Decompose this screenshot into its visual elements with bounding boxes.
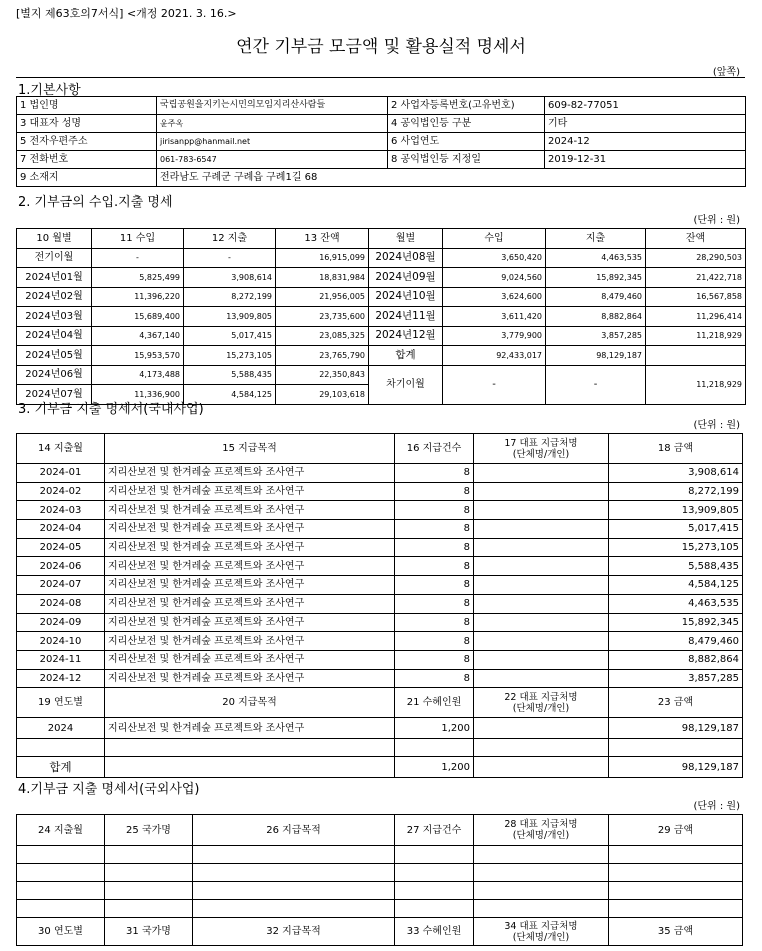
header-row bbox=[17, 918, 743, 946]
amount-cell: 4,173,488 bbox=[92, 365, 184, 385]
header-row bbox=[17, 688, 743, 718]
recipient-cell bbox=[474, 538, 609, 557]
recipient-cell bbox=[474, 557, 609, 576]
amount-cell: 21,422,718 bbox=[646, 268, 746, 288]
amount-cell: 11,336,900 bbox=[92, 385, 184, 405]
header-line: (단체명/개인) bbox=[512, 931, 570, 943]
count-cell: 8 bbox=[395, 501, 474, 520]
purpose-cell: 지리산보전 및 한겨레숲 프로젝트와 조사연구 bbox=[105, 464, 395, 483]
column-header: 30 연도별 bbox=[17, 918, 105, 946]
amount-cell: 4,367,140 bbox=[92, 326, 184, 346]
count-cell: 8 bbox=[395, 650, 474, 669]
purpose-cell: 지리산보전 및 한겨레숲 프로젝트와 조사연구 bbox=[105, 594, 395, 613]
amount-cell: 13,909,805 bbox=[184, 307, 276, 327]
recipient-cell bbox=[474, 482, 609, 501]
recipient-cell bbox=[474, 757, 609, 778]
column-header: 15 지급목적 bbox=[105, 434, 395, 464]
form-number: [별지 제63호의7서식] <개정 2021. 3. 16.> bbox=[16, 7, 237, 20]
month-cell: 2024-02 bbox=[17, 482, 105, 501]
amount-cell: 29,103,618 bbox=[276, 385, 369, 405]
table-row bbox=[17, 538, 743, 557]
recipient-cell bbox=[474, 632, 609, 651]
amount-cell: 11,396,220 bbox=[92, 287, 184, 307]
empty-cell bbox=[193, 864, 395, 882]
amount-cell: 98,129,187 bbox=[609, 757, 743, 778]
table-row bbox=[17, 739, 743, 757]
amount-cell bbox=[646, 346, 746, 366]
table-row bbox=[17, 115, 746, 133]
amount-cell: 4,463,535 bbox=[546, 248, 646, 268]
column-header: 21 수혜인원 bbox=[395, 688, 474, 718]
field-value: 국립공원을지키는시민의모임지리산사람들 bbox=[157, 97, 388, 115]
amount-cell: 9,024,560 bbox=[443, 268, 546, 288]
field-value: 윤주옥 bbox=[157, 115, 388, 133]
amount-cell: 15,273,105 bbox=[184, 346, 276, 366]
purpose-cell: 지리산보전 및 한겨레숲 프로젝트와 조사연구 bbox=[105, 538, 395, 557]
month-cell: 2024-04 bbox=[17, 520, 105, 539]
column-header: 18 금액 bbox=[609, 434, 743, 464]
purpose-cell: 지리산보전 및 한겨레숲 프로젝트와 조사연구 bbox=[105, 576, 395, 595]
empty-cell bbox=[474, 864, 609, 882]
table-row bbox=[17, 846, 743, 864]
empty-cell bbox=[395, 900, 474, 918]
page-title: 연간 기부금 모금액 및 활용실적 명세서 bbox=[236, 37, 526, 57]
count-cell: 1,200 bbox=[395, 757, 474, 778]
table-row bbox=[17, 482, 743, 501]
column-header bbox=[474, 815, 609, 846]
table-row bbox=[17, 613, 743, 632]
month-cell: 합계 bbox=[369, 346, 443, 366]
table-row bbox=[17, 287, 746, 307]
month-cell: 2024년08월 bbox=[369, 248, 443, 268]
empty-cell bbox=[17, 864, 105, 882]
section-divider bbox=[16, 77, 745, 78]
month-cell: 2024년04월 bbox=[17, 326, 92, 346]
header-row bbox=[17, 434, 743, 464]
field-label: 2 사업자등록번호(고유번호) bbox=[388, 97, 545, 115]
field-value: 061-783-6547 bbox=[157, 151, 388, 169]
overseas-expense-table bbox=[16, 814, 743, 946]
carry-over-label: 차기이월 bbox=[369, 365, 443, 404]
amount-cell: - bbox=[184, 248, 276, 268]
header-line: 22 대표 지급처명 bbox=[504, 691, 578, 703]
month-cell: 2024년05월 bbox=[17, 346, 92, 366]
purpose-cell: 지리산보전 및 한겨레숲 프로젝트와 조사연구 bbox=[105, 669, 395, 688]
unit-note-2: (단위 : 원) bbox=[693, 215, 740, 226]
amount-cell: 8,272,199 bbox=[609, 482, 743, 501]
table-row bbox=[17, 594, 743, 613]
column-header: 16 지급건수 bbox=[395, 434, 474, 464]
header-row bbox=[17, 229, 746, 249]
table-row bbox=[17, 365, 746, 385]
amount-cell: 8,479,460 bbox=[609, 632, 743, 651]
month-cell: 전기이월 bbox=[17, 248, 92, 268]
count-cell: 8 bbox=[395, 576, 474, 595]
month-cell: 2024년06월 bbox=[17, 365, 92, 385]
amount-cell: 3,857,285 bbox=[609, 669, 743, 688]
field-value: 기타 bbox=[545, 115, 746, 133]
count-cell: 1,200 bbox=[395, 718, 474, 739]
field-label: 1 법인명 bbox=[17, 97, 157, 115]
purpose-cell: 지리산보전 및 한겨레숲 프로젝트와 조사연구 bbox=[105, 650, 395, 669]
amount-cell: 8,882,864 bbox=[546, 307, 646, 327]
table-row bbox=[17, 576, 743, 595]
amount-cell: 92,433,017 bbox=[443, 346, 546, 366]
empty-cell bbox=[193, 882, 395, 900]
month-cell: 2024년01월 bbox=[17, 268, 92, 288]
recipient-cell bbox=[474, 718, 609, 739]
column-header: 10 월별 bbox=[17, 229, 92, 249]
column-header: 35 금액 bbox=[609, 918, 743, 946]
month-cell: 2024-10 bbox=[17, 632, 105, 651]
amount-cell: 3,857,285 bbox=[546, 326, 646, 346]
purpose-cell: 지리산보전 및 한겨레숲 프로젝트와 조사연구 bbox=[105, 613, 395, 632]
table-row bbox=[17, 307, 746, 327]
amount-cell: 22,350,843 bbox=[276, 365, 369, 385]
table-row bbox=[17, 501, 743, 520]
amount-cell: - bbox=[92, 248, 184, 268]
count-cell: 8 bbox=[395, 538, 474, 557]
month-cell: 2024년12월 bbox=[369, 326, 443, 346]
empty-cell bbox=[105, 739, 395, 757]
header-line: (단체명/개인) bbox=[512, 448, 570, 460]
table-row bbox=[17, 346, 746, 366]
header-row bbox=[17, 815, 743, 846]
amount-cell: 4,584,125 bbox=[609, 576, 743, 595]
amount-cell: 15,689,400 bbox=[92, 307, 184, 327]
amount-cell: 3,908,614 bbox=[184, 268, 276, 288]
amount-cell: 11,218,929 bbox=[646, 326, 746, 346]
month-cell: 2024년07월 bbox=[17, 385, 92, 405]
purpose-cell: 지리산보전 및 한겨레숲 프로젝트와 조사연구 bbox=[105, 632, 395, 651]
count-cell: 8 bbox=[395, 613, 474, 632]
column-header: 지출 bbox=[546, 229, 646, 249]
amount-cell: 4,463,535 bbox=[609, 594, 743, 613]
amount-cell: 5,588,435 bbox=[609, 557, 743, 576]
amount-cell: 15,892,345 bbox=[546, 268, 646, 288]
table-row bbox=[17, 464, 743, 483]
month-cell: 2024년03월 bbox=[17, 307, 92, 327]
empty-cell bbox=[193, 900, 395, 918]
page-side-note: (앞쪽) bbox=[712, 67, 740, 78]
amount-cell: 23,765,790 bbox=[276, 346, 369, 366]
month-cell: 2024년11월 bbox=[369, 307, 443, 327]
count-cell: 8 bbox=[395, 557, 474, 576]
section2-title: 2. 기부금의 수입.지출 명세 bbox=[18, 195, 173, 210]
month-cell: 2024-06 bbox=[17, 557, 105, 576]
empty-cell bbox=[105, 846, 193, 864]
empty-cell bbox=[609, 846, 743, 864]
amount-cell: 3,624,600 bbox=[443, 287, 546, 307]
table-row bbox=[17, 248, 746, 268]
purpose-cell: 지리산보전 및 한겨레숲 프로젝트와 조사연구 bbox=[105, 520, 395, 539]
amount-cell: - bbox=[546, 365, 646, 404]
column-header: 수입 bbox=[443, 229, 546, 249]
amount-cell: 98,129,187 bbox=[546, 346, 646, 366]
field-value: 609-82-77051 bbox=[545, 97, 746, 115]
amount-cell: 28,290,503 bbox=[646, 248, 746, 268]
month-cell: 2024년09월 bbox=[369, 268, 443, 288]
recipient-cell bbox=[474, 613, 609, 632]
year-cell: 2024 bbox=[17, 718, 105, 739]
column-header: 25 국가명 bbox=[105, 815, 193, 846]
unit-note-3: (단위 : 원) bbox=[693, 420, 740, 431]
month-cell: 2024-03 bbox=[17, 501, 105, 520]
month-cell: 2024-01 bbox=[17, 464, 105, 483]
empty-cell bbox=[105, 882, 193, 900]
table-row bbox=[17, 864, 743, 882]
amount-cell: 3,908,614 bbox=[609, 464, 743, 483]
month-cell: 2024-07 bbox=[17, 576, 105, 595]
amount-cell: 23,085,325 bbox=[276, 326, 369, 346]
total-row bbox=[17, 757, 743, 778]
empty-cell bbox=[474, 882, 609, 900]
total-label: 합계 bbox=[17, 757, 105, 778]
amount-cell: 8,882,864 bbox=[609, 650, 743, 669]
table-row bbox=[17, 97, 746, 115]
section1-title: 1.기본사항 bbox=[18, 83, 81, 98]
amount-cell: 11,218,929 bbox=[646, 365, 746, 404]
empty-cell bbox=[395, 882, 474, 900]
column-header: 월별 bbox=[369, 229, 443, 249]
recipient-cell bbox=[474, 576, 609, 595]
basic-info-table bbox=[16, 96, 746, 187]
column-header: 20 지급목적 bbox=[105, 688, 395, 718]
table-row bbox=[17, 268, 746, 288]
recipient-cell bbox=[474, 650, 609, 669]
column-header: 23 금액 bbox=[609, 688, 743, 718]
table-row bbox=[17, 151, 746, 169]
income-expense-table bbox=[16, 228, 746, 405]
empty-cell bbox=[17, 882, 105, 900]
empty-cell bbox=[474, 900, 609, 918]
section4-title: 4.기부금 지출 명세서(국외사업) bbox=[18, 782, 200, 797]
table-row bbox=[17, 882, 743, 900]
amount-cell: 8,272,199 bbox=[184, 287, 276, 307]
amount-cell: 11,296,414 bbox=[646, 307, 746, 327]
table-row bbox=[17, 632, 743, 651]
amount-cell: 13,909,805 bbox=[609, 501, 743, 520]
header-line: (단체명/개인) bbox=[512, 702, 570, 714]
field-label: 4 공익법인등 구분 bbox=[388, 115, 545, 133]
recipient-cell bbox=[474, 501, 609, 520]
column-header bbox=[474, 688, 609, 718]
amount-cell: 3,779,900 bbox=[443, 326, 546, 346]
table-row bbox=[17, 520, 743, 539]
column-header: 19 연도별 bbox=[17, 688, 105, 718]
field-value: jirisanpp@hanmail.net bbox=[157, 133, 388, 151]
header-line: 34 대표 지급처명 bbox=[504, 920, 578, 932]
month-cell: 2024-08 bbox=[17, 594, 105, 613]
amount-cell: 3,650,420 bbox=[443, 248, 546, 268]
month-cell: 2024-09 bbox=[17, 613, 105, 632]
empty-cell bbox=[395, 739, 474, 757]
amount-cell: 8,479,460 bbox=[546, 287, 646, 307]
empty-cell bbox=[395, 864, 474, 882]
amount-cell: 16,567,858 bbox=[646, 287, 746, 307]
header-line: (단체명/개인) bbox=[512, 830, 570, 841]
column-header: 32 지급목적 bbox=[193, 918, 395, 946]
empty-cell bbox=[474, 846, 609, 864]
amount-cell: 23,735,600 bbox=[276, 307, 369, 327]
column-header: 11 수입 bbox=[92, 229, 184, 249]
month-cell: 2024-05 bbox=[17, 538, 105, 557]
table-row bbox=[17, 669, 743, 688]
purpose-cell: 지리산보전 및 한겨레숲 프로젝트와 조사연구 bbox=[105, 482, 395, 501]
column-header bbox=[474, 434, 609, 464]
address-label: 9 소재지 bbox=[17, 169, 157, 187]
column-header bbox=[474, 918, 609, 946]
empty-cell bbox=[609, 739, 743, 757]
count-cell: 8 bbox=[395, 669, 474, 688]
field-label: 7 전화번호 bbox=[17, 151, 157, 169]
recipient-cell bbox=[474, 464, 609, 483]
amount-cell: 4,584,125 bbox=[184, 385, 276, 405]
empty-cell bbox=[105, 864, 193, 882]
column-header: 잔액 bbox=[646, 229, 746, 249]
recipient-cell bbox=[474, 594, 609, 613]
amount-cell: 15,892,345 bbox=[609, 613, 743, 632]
empty-cell bbox=[17, 900, 105, 918]
field-label: 6 사업연도 bbox=[388, 133, 545, 151]
month-cell: 2024년02월 bbox=[17, 287, 92, 307]
recipient-cell bbox=[474, 669, 609, 688]
column-header: 26 지급목적 bbox=[193, 815, 395, 846]
count-cell: 8 bbox=[395, 482, 474, 501]
unit-note-4: (단위 : 원) bbox=[693, 801, 740, 812]
table-row bbox=[17, 133, 746, 151]
header-line: 17 대표 지급처명 bbox=[504, 437, 578, 449]
column-header: 31 국가명 bbox=[105, 918, 193, 946]
table-row bbox=[17, 326, 746, 346]
amount-cell: 5,017,415 bbox=[184, 326, 276, 346]
amount-cell: 3,611,420 bbox=[443, 307, 546, 327]
purpose-cell: 지리산보전 및 한겨레숲 프로젝트와 조사연구 bbox=[105, 718, 395, 739]
amount-cell: 15,953,570 bbox=[92, 346, 184, 366]
amount-cell: 98,129,187 bbox=[609, 718, 743, 739]
count-cell: 8 bbox=[395, 520, 474, 539]
empty-cell bbox=[17, 846, 105, 864]
field-label: 8 공익법인등 지정일 bbox=[388, 151, 545, 169]
purpose-cell: 지리산보전 및 한겨레숲 프로젝트와 조사연구 bbox=[105, 557, 395, 576]
count-cell: 8 bbox=[395, 632, 474, 651]
domestic-expense-table bbox=[16, 433, 743, 778]
recipient-cell bbox=[474, 520, 609, 539]
count-cell: 8 bbox=[395, 594, 474, 613]
table-row bbox=[17, 650, 743, 669]
empty-cell bbox=[193, 846, 395, 864]
field-label: 5 전자우편주소 bbox=[17, 133, 157, 151]
purpose-cell: 지리산보전 및 한겨레숲 프로젝트와 조사연구 bbox=[105, 501, 395, 520]
amount-cell: 15,273,105 bbox=[609, 538, 743, 557]
amount-cell: - bbox=[443, 365, 546, 404]
empty-cell bbox=[395, 846, 474, 864]
empty-cell bbox=[17, 739, 105, 757]
amount-cell: 18,831,984 bbox=[276, 268, 369, 288]
table-row bbox=[17, 169, 746, 187]
column-header: 33 수혜인원 bbox=[395, 918, 474, 946]
month-cell: 2024년10월 bbox=[369, 287, 443, 307]
field-label: 3 대표자 성명 bbox=[17, 115, 157, 133]
count-cell: 8 bbox=[395, 464, 474, 483]
empty-cell bbox=[105, 900, 193, 918]
empty-cell bbox=[609, 900, 743, 918]
column-header: 14 지출월 bbox=[17, 434, 105, 464]
empty-cell bbox=[474, 739, 609, 757]
field-value: 2024-12 bbox=[545, 133, 746, 151]
month-cell: 2024-11 bbox=[17, 650, 105, 669]
section3-title: 3. 기부금 지출 명세서(국내사업) bbox=[18, 402, 204, 417]
header-line: 28 대표 지급처명 bbox=[504, 819, 578, 830]
column-header: 29 금액 bbox=[609, 815, 743, 846]
purpose-cell bbox=[105, 757, 395, 778]
amount-cell: 5,825,499 bbox=[92, 268, 184, 288]
column-header: 27 지급건수 bbox=[395, 815, 474, 846]
month-cell: 2024-12 bbox=[17, 669, 105, 688]
column-header: 13 잔액 bbox=[276, 229, 369, 249]
empty-cell bbox=[609, 864, 743, 882]
amount-cell: 5,588,435 bbox=[184, 365, 276, 385]
table-row bbox=[17, 900, 743, 918]
amount-cell: 16,915,099 bbox=[276, 248, 369, 268]
empty-cell bbox=[609, 882, 743, 900]
amount-cell: 21,956,005 bbox=[276, 287, 369, 307]
column-header: 12 지출 bbox=[184, 229, 276, 249]
field-value: 2019-12-31 bbox=[545, 151, 746, 169]
amount-cell: 5,017,415 bbox=[609, 520, 743, 539]
table-row bbox=[17, 718, 743, 739]
address-value: 전라남도 구례군 구례읍 구례1길 68 bbox=[157, 169, 746, 187]
table-row bbox=[17, 557, 743, 576]
column-header: 24 지출월 bbox=[17, 815, 105, 846]
